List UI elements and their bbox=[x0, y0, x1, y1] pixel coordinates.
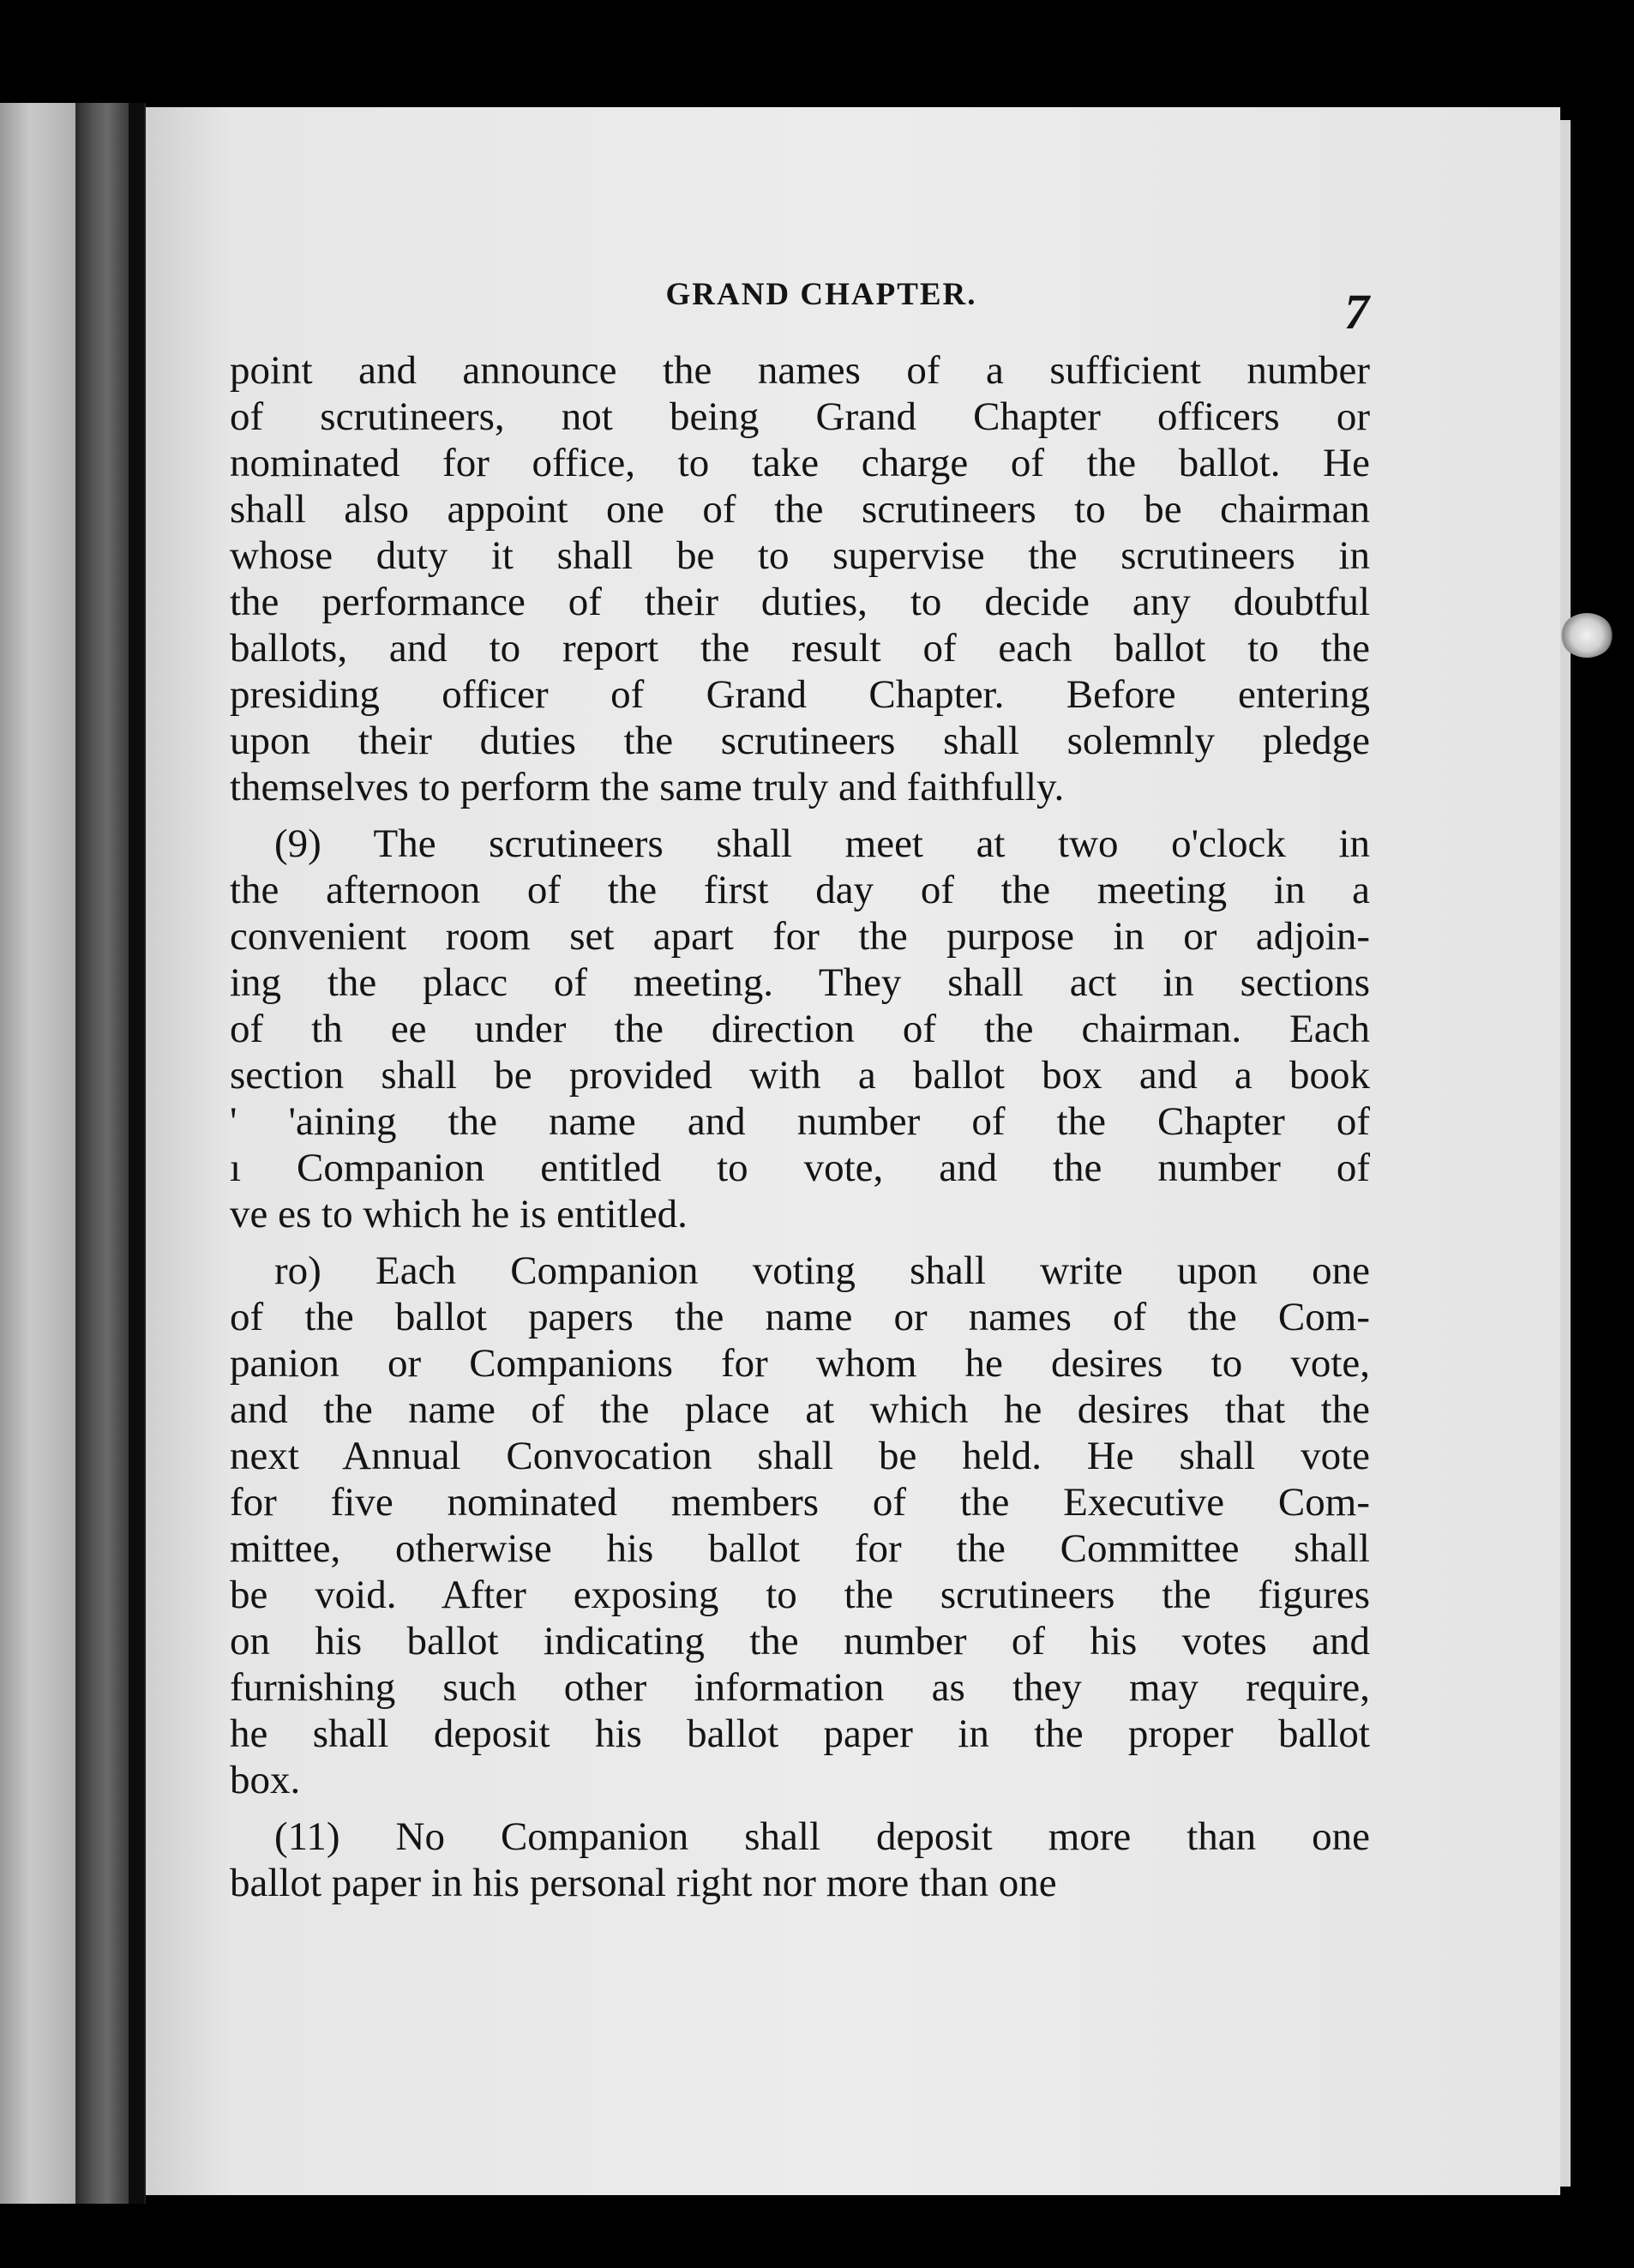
text-line: the afternoon of the first day of the meeting in a bbox=[230, 868, 1370, 912]
adjacent-page-edge bbox=[0, 103, 75, 2204]
text-line: whose duty it shall be to supervise the scrutineers in bbox=[230, 533, 1370, 578]
text-line: upon their duties the scrutineers shall solemnly pledge bbox=[230, 719, 1370, 763]
text-line: ro) Each Companion voting shall write upon one bbox=[274, 1248, 1370, 1293]
text-line: section shall be provided with a ballot box and a book bbox=[230, 1053, 1370, 1098]
text-line: ballots, and to report the result of each ballot to the bbox=[230, 626, 1370, 671]
text-line: ballot paper in his personal right nor more than one bbox=[230, 1861, 1057, 1905]
text-line: shall also appoint one of the scrutineers to be chairman bbox=[230, 487, 1370, 532]
page-number: 7 bbox=[1344, 284, 1369, 340]
text-line: and the name of the place at which he desires that the bbox=[230, 1387, 1370, 1432]
text-line: of the ballot papers the name or names of the Com- bbox=[230, 1295, 1370, 1339]
text-line: be void. After exposing to the scrutineers the figures bbox=[230, 1573, 1370, 1617]
text-line: themselves to perform the same truly and faithfully. bbox=[230, 765, 1065, 809]
running-head: GRAND CHAPTER. bbox=[665, 277, 977, 312]
text-line: for five nominated members of the Executive Com- bbox=[230, 1480, 1370, 1525]
paragraph bbox=[230, 1248, 1370, 1803]
text-line: of th ee under the direction of the chairman. Each bbox=[230, 1007, 1370, 1051]
text-line: convenient room set apart for the purpose in or adjoin- bbox=[230, 914, 1370, 959]
text-line: ing the placc of meeting. They shall act in sections bbox=[230, 960, 1370, 1005]
text-line: on his ballot indicating the number of his votes and bbox=[230, 1619, 1370, 1663]
paper-blemish bbox=[1560, 613, 1613, 658]
page-right-edge bbox=[1560, 120, 1571, 2187]
text-line: next Annual Convocation shall be held. He shall vote bbox=[230, 1434, 1370, 1478]
paragraph bbox=[230, 821, 1370, 1237]
text-line: ' 'aining the name and number of the Chapter of bbox=[230, 1099, 1370, 1144]
text-line: box. bbox=[230, 1758, 301, 1802]
text-line: point and announce the names of a sufficient number bbox=[230, 348, 1370, 393]
text-line: presiding officer of Grand Chapter. Before entering bbox=[230, 672, 1370, 717]
text-line: ı Companion entitled to vote, and the number of bbox=[230, 1146, 1370, 1190]
text-line: he shall deposit his ballot paper in the proper ballot bbox=[230, 1712, 1370, 1756]
paragraph bbox=[230, 347, 1370, 810]
binding-shadow bbox=[129, 103, 144, 2204]
text-line: furnishing such other information as they may require, bbox=[230, 1665, 1370, 1710]
text-line: (11) No Companion shall deposit more than one bbox=[274, 1814, 1370, 1859]
text-line: (9) The scrutineers shall meet at two o'clock in bbox=[274, 821, 1370, 866]
text-line: ve es to which he is entitled. bbox=[230, 1192, 688, 1236]
body-text bbox=[230, 347, 1370, 1906]
text-line: nominated for office, to take charge of the ballot. He bbox=[230, 441, 1370, 485]
paragraph bbox=[230, 1814, 1370, 1906]
text-line: panion or Companions for whom he desires to vote, bbox=[230, 1341, 1370, 1386]
text-line: the performance of their duties, to decide any doubtful bbox=[230, 580, 1370, 624]
text-line: of scrutineers, not being Grand Chapter officers or bbox=[230, 394, 1370, 439]
text-line: mittee, otherwise his ballot for the Committee shall bbox=[230, 1526, 1370, 1571]
